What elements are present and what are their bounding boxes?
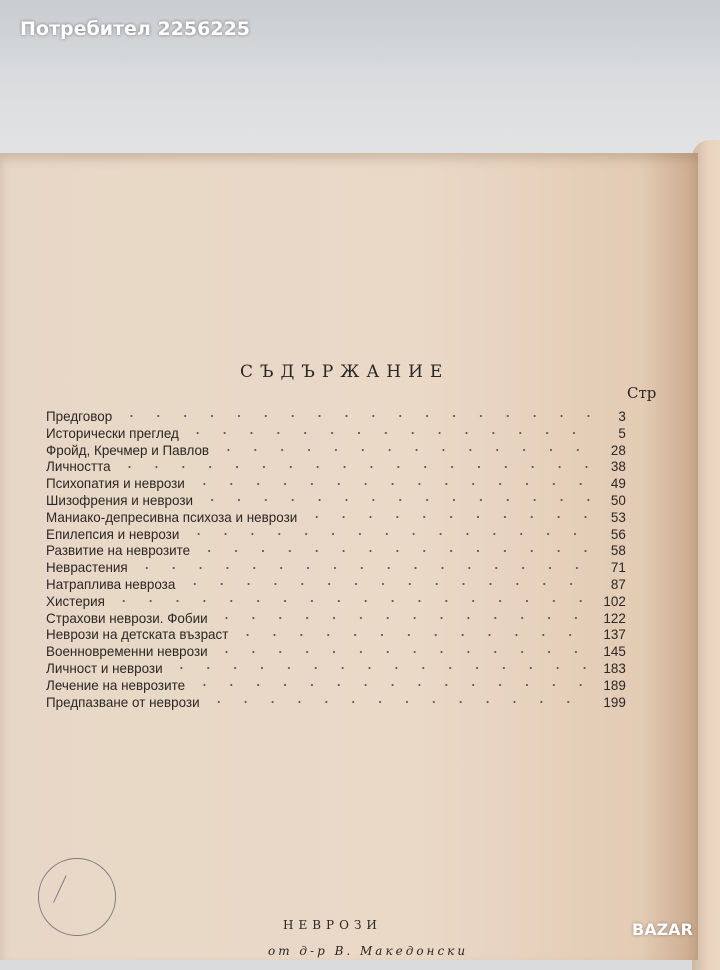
toc-title: Натраплива невроза — [46, 575, 176, 592]
toc-row — [46, 526, 626, 543]
leader-dots — [185, 533, 593, 535]
toc-title: Страхови неврози. Фобии — [46, 609, 208, 626]
leader-dots — [191, 483, 594, 485]
toc-title: Лечение на неврозите — [46, 676, 186, 693]
toc-page: 102 — [603, 592, 626, 609]
table-of-contents — [46, 408, 650, 710]
leader-dots — [191, 684, 593, 686]
toc-page: 122 — [603, 609, 626, 626]
leader-dots — [196, 550, 593, 552]
toc-title: Хистерия — [46, 592, 105, 609]
toc-page: 189 — [603, 676, 626, 693]
toc-page: 183 — [603, 659, 626, 676]
toc-row — [46, 643, 626, 660]
leader-dots — [199, 499, 593, 501]
toc-title: Развитие на неврозите — [46, 542, 191, 559]
user-watermark: Потребител 2256225 — [20, 18, 251, 40]
toc-title: Личността — [46, 458, 111, 475]
brand-logo: BAZAR — [632, 920, 693, 939]
leader-dots — [168, 667, 593, 669]
toc-title: Предговор — [46, 408, 113, 424]
toc-row — [46, 559, 626, 576]
toc-title: Предпазване от неврози — [46, 693, 200, 710]
toc-page: 28 — [610, 441, 626, 458]
toc-row — [46, 694, 626, 711]
toc-row — [46, 509, 626, 526]
leader-dots — [116, 466, 593, 468]
leader-dots — [303, 516, 593, 518]
toc-row — [46, 660, 626, 677]
leader-dots — [234, 634, 593, 636]
toc-title: Военновременни неврози — [46, 643, 208, 660]
toc-page: 137 — [603, 626, 626, 643]
toc-title: Исторически преглед — [46, 424, 179, 441]
toc-page: 50 — [610, 491, 626, 508]
toc-title: Неврастения — [46, 559, 128, 576]
toc-page: 3 — [618, 408, 626, 424]
toc-page: 199 — [603, 693, 626, 710]
toc-row — [46, 475, 626, 492]
footer-author: от д-р В. Македонски — [268, 944, 469, 958]
toc-row — [46, 492, 626, 509]
toc-page: 58 — [610, 542, 626, 559]
toc-row — [46, 593, 626, 610]
toc-row — [46, 677, 626, 694]
toc-title: Неврози на детската възраст — [46, 626, 229, 643]
toc-title: Епилепсия и неврози — [46, 525, 180, 542]
toc-title: Шизофрения и неврози — [46, 491, 194, 508]
toc-row — [46, 542, 626, 559]
toc-title: Психопатия и неврози — [46, 475, 185, 492]
toc-title: Маниако-депресивна психоза и неврози — [46, 508, 298, 525]
page-heading: СЪДЪРЖАНИЕ — [240, 362, 450, 382]
toc-page: 71 — [610, 559, 626, 576]
toc-page: 56 — [610, 525, 626, 542]
toc-row — [46, 408, 626, 425]
footer-book-title: НЕВРОЗИ — [283, 918, 382, 932]
leader-dots — [213, 651, 593, 653]
leader-dots — [118, 415, 593, 417]
leader-dots — [181, 583, 593, 585]
toc-page: 53 — [610, 508, 626, 525]
toc-page: 49 — [610, 475, 626, 492]
toc-row — [46, 425, 626, 442]
toc-row — [46, 442, 626, 459]
leader-dots — [185, 432, 594, 434]
toc-page: 87 — [610, 575, 626, 592]
leader-dots — [111, 600, 594, 602]
toc-title: Фройд, Кречмер и Павлов — [46, 441, 210, 458]
toc-page: 145 — [603, 643, 626, 660]
leader-dots — [205, 701, 593, 703]
toc-row — [46, 576, 626, 593]
toc-page: 38 — [610, 458, 626, 475]
toc-row — [46, 626, 626, 643]
toc-page: 5 — [618, 424, 626, 441]
page-column-label: Стр — [627, 384, 657, 402]
leader-dots — [133, 567, 593, 569]
leader-dots — [215, 449, 593, 451]
toc-row — [46, 458, 626, 475]
toc-row — [46, 610, 626, 627]
toc-title: Личност и неврози — [46, 659, 163, 676]
leader-dots — [213, 617, 593, 619]
